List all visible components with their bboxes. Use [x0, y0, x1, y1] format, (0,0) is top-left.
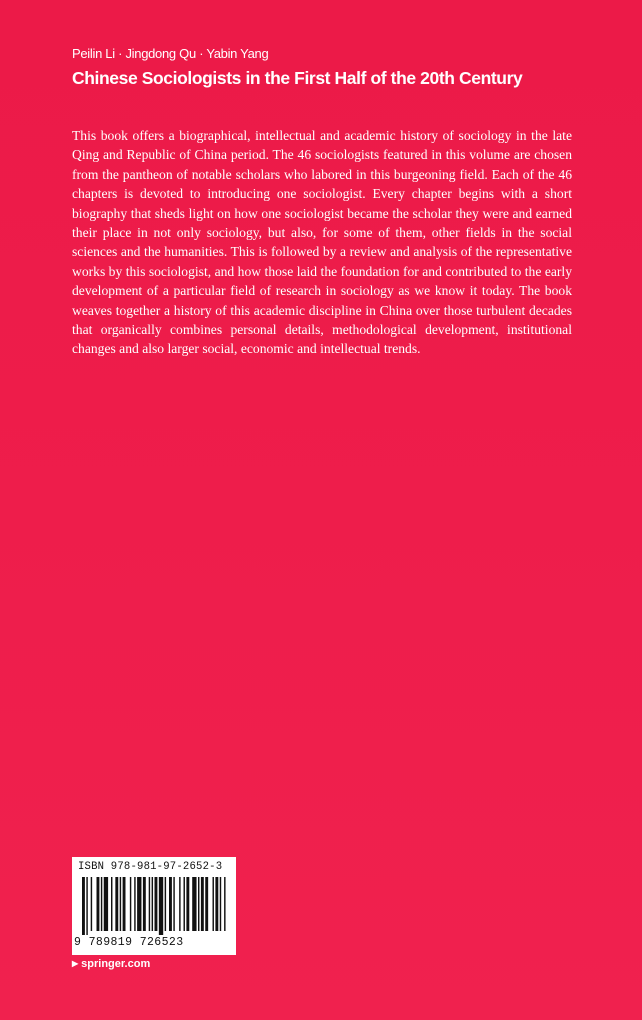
barcode-bar: [184, 877, 185, 931]
barcode-bar: [186, 877, 189, 931]
barcode-bar: [101, 877, 102, 931]
barcode-bar: [205, 877, 208, 931]
book-title: Chinese Sociologists in the First Half of the 20th Century: [72, 68, 523, 88]
barcode-bar: [143, 877, 146, 931]
book-description: This book offers a biographical, intellectual and academic history of sociology in the late Qing and Republic of China period. The 46 sociologists featured in this volume are chosen from the pantheon of notable scholars who labored in this burgeoning field. Each of the 46 chapters is devoted to introducing one sociologist. Every chapter begins with a short biography that sheds light on how one sociologist became the scholar they were and earned their place in not only sociology, but also, for some of them, other fields in the social sciences and the humanities. This is followed by a review and analysis of the representative works by this sociologist, and how those laid the foundation for and contributed to the early development of a particular field of research in sociology as we know it today. The book weaves together a history of this academic discipline in China over those turbulent decades that organically combines personal details, methodological development, institutional changes and also larger social, economic and intellectual trends.: [72, 128, 572, 357]
barcode-bar: [173, 877, 174, 931]
publisher-website-label: springer.com: [81, 958, 151, 970]
barcode-bar: [165, 877, 166, 931]
barcode-bar: [149, 877, 150, 931]
publisher-website[interactable]: [72, 958, 150, 970]
barcode-bar: [134, 877, 135, 931]
barcode-bar: [155, 877, 158, 931]
isbn-label: ISBN 978-981-97-2652-3: [78, 861, 223, 873]
arrow-right-icon: ▶: [72, 959, 79, 968]
barcode-digits: 9 789819 726523: [74, 936, 184, 949]
barcode-bar: [152, 877, 153, 931]
isbn-barcode: [72, 857, 236, 955]
authors: Peilin Li · Jingdong Qu · Yabin Yang: [72, 46, 269, 61]
barcode-bar: [123, 877, 126, 931]
barcode-bar: [104, 877, 108, 931]
barcode-bar: [198, 877, 199, 931]
barcode-bar: [192, 877, 196, 931]
barcode-bar: [159, 877, 163, 935]
barcode-bar: [111, 877, 112, 931]
barcode-bar: [120, 877, 121, 931]
barcode-bar: [220, 877, 221, 931]
barcode-bar: [213, 877, 214, 931]
barcode-bar: [137, 877, 141, 931]
barcode-bar: [201, 877, 204, 931]
barcode-bar: [130, 877, 131, 931]
barcode-bar: [97, 877, 100, 931]
barcode-bar: [115, 877, 118, 931]
barcode-bar: [224, 877, 225, 931]
barcode-bar: [91, 877, 92, 931]
barcode-bar: [86, 877, 87, 935]
barcode-bar: [82, 877, 85, 935]
barcode-bar: [215, 877, 218, 931]
barcode-bar: [179, 877, 180, 931]
barcode-bar: [169, 877, 172, 931]
